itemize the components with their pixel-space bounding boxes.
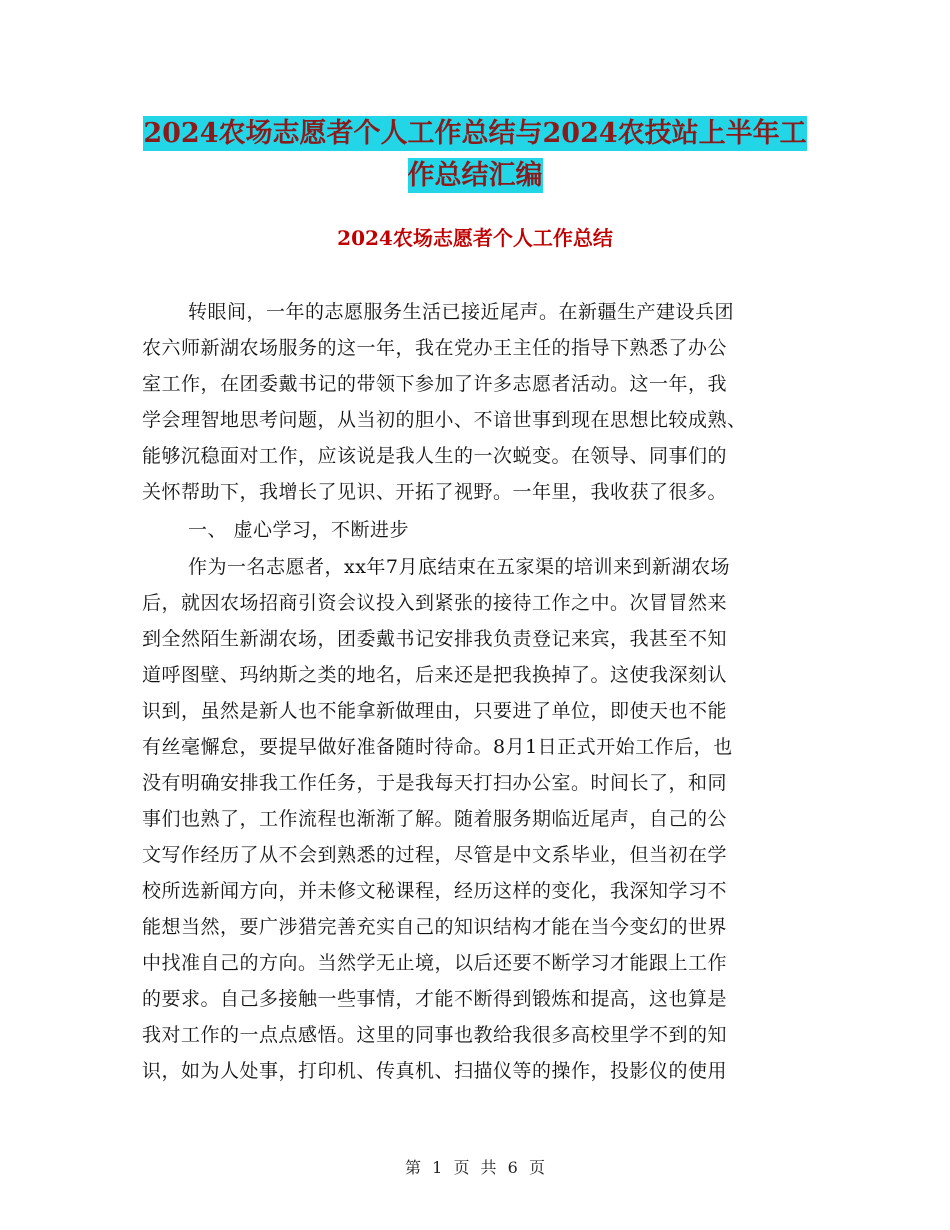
- section-title: 2024农场志愿者个人工作总结: [337, 226, 613, 250]
- footer-gong: 共: [480, 1158, 497, 1177]
- title-text-2: 作总结汇编: [407, 160, 543, 191]
- body-line: 学会理智地思考问题，从当初的胆小、不谙世事到现在思想比较成熟、: [142, 409, 747, 431]
- body-line: 中找准自己的方向。当然学无止境，以后还要不断学习才能跟上工作: [142, 952, 728, 974]
- body-line: 校所选新闻方向，并未修文秘课程，经历这样的变化，我深知学习不: [142, 880, 728, 902]
- body-line: 事们也熟了，工作流程也渐渐了解。随着服务期临近尾声，自己的公: [142, 808, 728, 830]
- footer-di: 第: [405, 1158, 422, 1177]
- body-line: 没有明确安排我工作任务，于是我每天打扫办公室。时间长了，和同: [142, 772, 728, 794]
- body-line: 有丝毫懈怠，要提早做好准备随时待命。8月1日正式开始工作后，也: [142, 736, 733, 758]
- footer-ye: 页: [453, 1158, 470, 1177]
- body-line: 能够沉稳面对工作，应该说是我人生的一次蜕变。在领导、同事们的: [142, 445, 728, 467]
- body-line: 关怀帮助下，我增长了见识、开拓了视野。一年里，我收获了很多。: [142, 481, 728, 503]
- body-line: 文写作经历了从不会到熟悉的过程，尽管是中文系毕业，但当初在学: [142, 844, 728, 866]
- body-line: 到全然陌生新湖农场，团委戴书记安排我负责登记来宾，我甚至不知: [142, 628, 728, 650]
- body-line: 转眼间，一年的志愿服务生活已接近尾声。在新疆生产建设兵团: [188, 301, 735, 323]
- body-line: 室工作，在团委戴书记的带领下参加了许多志愿者活动。这一年，我: [142, 373, 728, 395]
- document-title-line-2: [0, 155, 950, 197]
- title-text-1: 2024农场志愿者个人工作总结与2024农技站上半年工: [143, 118, 807, 149]
- body-line: 道呼图壁、玛纳斯之类的地名，后来还是把我换掉了。这使我深刻认: [142, 664, 728, 686]
- body-line: 农六师新湖农场服务的这一年，我在党办王主任的指导下熟悉了办公: [142, 337, 728, 359]
- body-line: 能想当然，要广涉猎完善充实自己的知识结构才能在当今变幻的世界: [142, 916, 728, 938]
- footer-ye2: 页: [528, 1158, 545, 1177]
- body-line: 识到，虽然是新人也不能拿新做理由，只要进了单位，即使天也不能: [142, 700, 728, 722]
- body-line: 作为一名志愿者，xx年7月底结束在五家渠的培训来到新湖农场: [188, 556, 731, 578]
- page-number: 1: [432, 1158, 443, 1177]
- document-title-line-1: [0, 113, 950, 155]
- total-pages: 6: [507, 1158, 518, 1177]
- section-heading: 一、 虚心学习，不断进步: [188, 519, 410, 541]
- body-line: 的要求。自己多接触一些事情，才能不断得到锻炼和提高，这也算是: [142, 988, 728, 1010]
- body-line: 识，如为人处事，打印机、传真机、扫描仪等的操作，投影仪的使用: [142, 1060, 728, 1082]
- page-footer: [0, 1155, 950, 1178]
- body-line: 我对工作的一点点感悟。这里的同事也教给我很多高校里学不到的知: [142, 1024, 728, 1046]
- body-line: 后，就因农场招商引资会议投入到紧张的接待工作之中。次冒冒然来: [142, 592, 728, 614]
